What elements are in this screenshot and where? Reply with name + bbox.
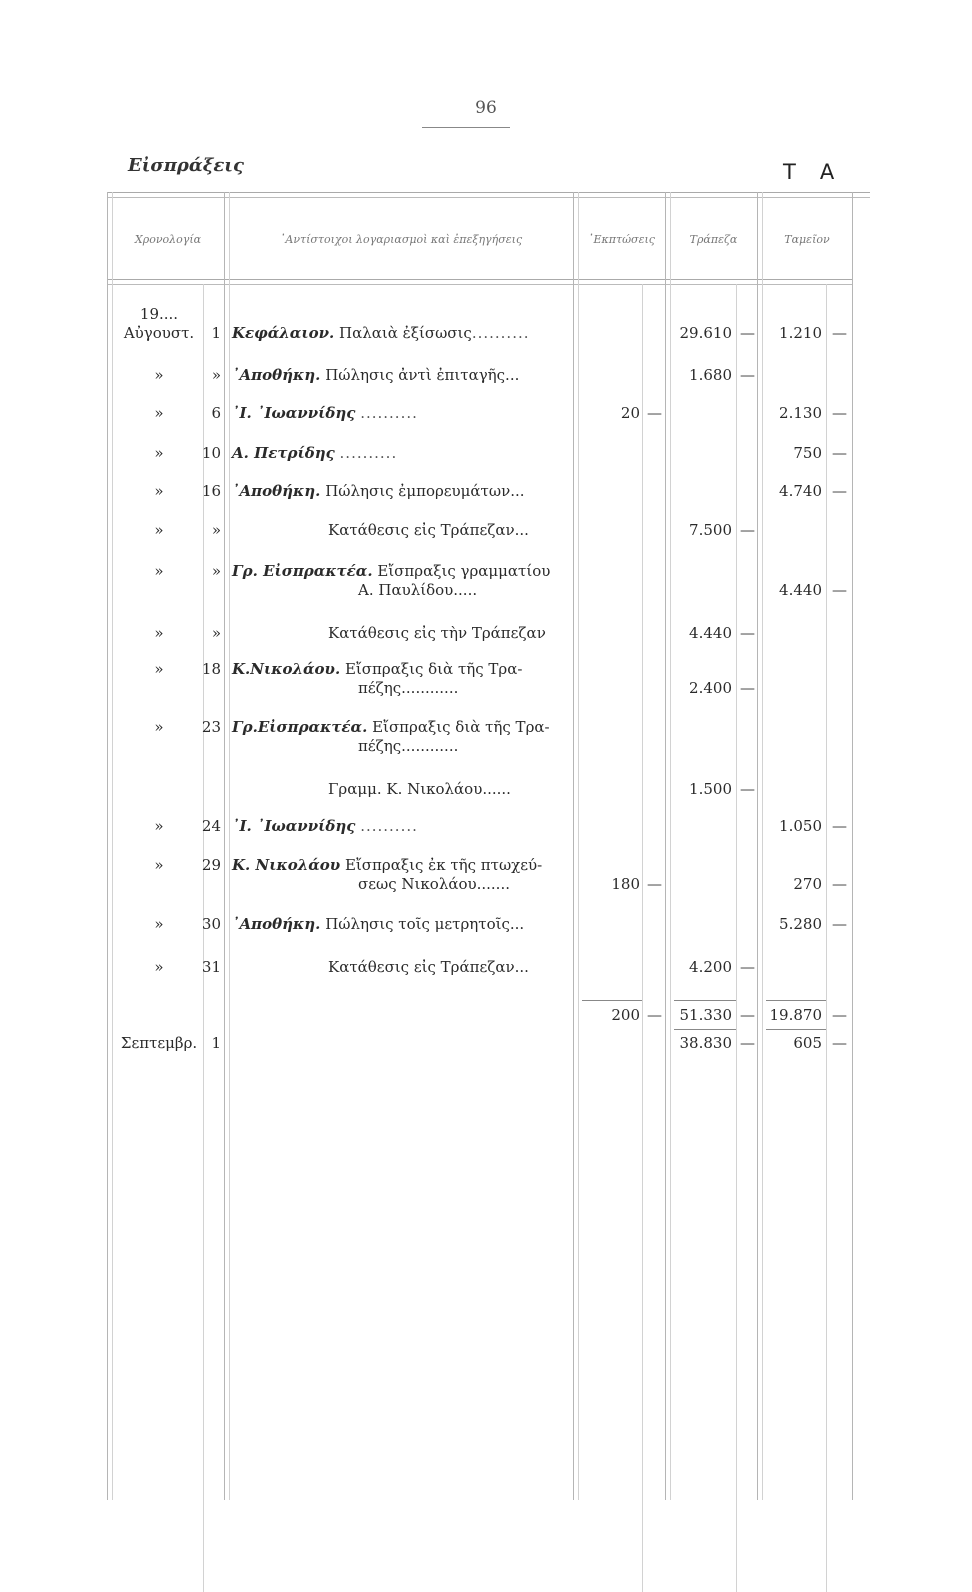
column-rule bbox=[670, 192, 671, 1500]
row-cash: 750 bbox=[793, 444, 822, 462]
totals-rule bbox=[766, 1000, 826, 1001]
row-dash: — bbox=[740, 366, 755, 384]
row-month: » bbox=[154, 444, 164, 462]
row-dash: — bbox=[740, 780, 755, 798]
row-bank: 4.440 bbox=[689, 624, 732, 642]
row-dash: — bbox=[740, 679, 755, 697]
row-cash: 1.050 bbox=[779, 817, 822, 835]
row-description bbox=[232, 404, 572, 423]
row-month: » bbox=[154, 856, 164, 874]
row-discount: 20 bbox=[620, 404, 640, 422]
column-rule bbox=[762, 192, 763, 1500]
row-description bbox=[232, 660, 572, 679]
column-rule bbox=[665, 192, 666, 1500]
row-account: ᾿Αποθήκη. bbox=[232, 482, 321, 500]
row-description bbox=[232, 780, 668, 799]
row-day: 16 bbox=[201, 482, 221, 500]
balance-rule bbox=[766, 1029, 826, 1030]
col-header-discounts: ᾿Εκπτώσεις bbox=[588, 233, 655, 246]
row-text: Πώλησις ἀντὶ ἐπιταγῆς... bbox=[325, 366, 520, 384]
row-month: Αὐγουστ. bbox=[123, 324, 195, 342]
row-month: » bbox=[154, 521, 164, 539]
row-description bbox=[232, 444, 572, 463]
row-description bbox=[232, 958, 668, 977]
totals-discount: 200 bbox=[611, 1006, 640, 1024]
row-day: 1 bbox=[211, 324, 221, 342]
row-month: » bbox=[154, 562, 164, 580]
totals-dash: — bbox=[647, 1006, 662, 1024]
row-bank: 1.680 bbox=[689, 366, 732, 384]
totals-rule bbox=[674, 1000, 736, 1001]
totals-dash: — bbox=[832, 1006, 847, 1024]
row-dash: — bbox=[832, 915, 847, 933]
row-description bbox=[232, 521, 668, 540]
row-description bbox=[232, 366, 572, 385]
row-bank: 7.500 bbox=[689, 521, 732, 539]
row-cash: 270 bbox=[793, 875, 822, 893]
row-account: ᾿Αποθήκη. bbox=[232, 915, 321, 933]
row-description bbox=[232, 562, 572, 581]
row-month: » bbox=[154, 660, 164, 678]
column-rule bbox=[736, 284, 737, 1592]
row-dash: — bbox=[832, 817, 847, 835]
totals-cash: 19.870 bbox=[769, 1006, 822, 1024]
column-rule bbox=[852, 192, 853, 1500]
column-rule bbox=[642, 284, 643, 1592]
row-text: Πώλησις τοῖς μετρητοῖς... bbox=[325, 915, 525, 933]
row-day: 30 bbox=[201, 915, 221, 933]
row-dash: — bbox=[832, 404, 847, 422]
year-label: 19.... bbox=[139, 305, 179, 323]
table-top-rule bbox=[107, 192, 870, 193]
row-day: 23 bbox=[201, 718, 221, 736]
row-text: Εἴσπραξις ἐκ τῆς πτωχεύ- bbox=[344, 856, 543, 874]
column-rule bbox=[826, 284, 827, 1592]
row-text: Κατάθεσις εἰς τὴν Τράπεζαν bbox=[328, 624, 546, 642]
row-cash: 4.440 bbox=[779, 581, 822, 599]
row-description bbox=[232, 624, 668, 643]
row-account: ᾿Ι. ᾿Ιωαννίδης bbox=[232, 404, 356, 422]
row-dash: — bbox=[740, 324, 755, 342]
row-account: Κεφάλαιον. bbox=[232, 324, 335, 342]
row-account: ᾿Ι. ᾿Ιωαννίδης bbox=[232, 817, 356, 835]
totals-rule bbox=[582, 1000, 642, 1001]
row-description bbox=[232, 718, 572, 737]
column-rule bbox=[203, 284, 204, 1592]
page-number: 96 bbox=[475, 98, 497, 118]
balance-day: 1 bbox=[211, 1034, 221, 1052]
row-description bbox=[232, 817, 572, 836]
row-description bbox=[232, 856, 572, 875]
row-day: » bbox=[211, 366, 221, 384]
row-description-continued: Α. Παυλίδου..... bbox=[358, 581, 478, 599]
row-description-continued: πέζης............ bbox=[358, 737, 459, 755]
row-leader-dots: .......... bbox=[339, 444, 398, 462]
column-rule bbox=[229, 192, 230, 1500]
column-rule bbox=[224, 192, 225, 1500]
row-account: Γρ.Εἰσπρακτέα. bbox=[232, 718, 368, 736]
row-account: ᾿Αποθήκη. bbox=[232, 366, 321, 384]
balance-dash: — bbox=[832, 1034, 847, 1052]
col-header-cash: Ταμεῖον bbox=[784, 233, 830, 246]
row-dash: — bbox=[832, 482, 847, 500]
row-dash: — bbox=[832, 875, 847, 893]
column-rule bbox=[757, 192, 758, 1500]
row-text: Εἴσπραξις γραμματίου bbox=[377, 562, 551, 580]
page-number-rule bbox=[422, 127, 510, 128]
column-rule bbox=[112, 192, 113, 1500]
row-discount: 180 bbox=[611, 875, 640, 893]
row-month: » bbox=[154, 958, 164, 976]
row-text: Κατάθεσις εἰς Τράπεζαν... bbox=[328, 521, 529, 539]
row-dash: — bbox=[740, 958, 755, 976]
row-day: 31 bbox=[201, 958, 221, 976]
row-text: Γραμμ. Κ. Νικολάου...... bbox=[328, 780, 511, 798]
row-dash: — bbox=[832, 581, 847, 599]
row-text: Εἴσπραξις διὰ τῆς Τρα- bbox=[372, 718, 550, 736]
column-rule bbox=[107, 192, 108, 1500]
row-text: Κατάθεσις εἰς Τράπεζαν... bbox=[328, 958, 529, 976]
balance-bank: 38.830 bbox=[679, 1034, 732, 1052]
col-header-entries: ᾿Αντίστοιχοι λογαριασμοὶ καὶ ἐπεξηγήσεις bbox=[279, 233, 523, 246]
row-description-continued: σεως Νικολάου....... bbox=[358, 875, 510, 893]
col-header-chronology: Χρονολογία bbox=[134, 233, 202, 246]
header-bottom-rule bbox=[107, 279, 852, 280]
header-bottom-rule-inner bbox=[107, 284, 852, 285]
row-day: » bbox=[211, 562, 221, 580]
row-account: Α. Πετρίδης bbox=[232, 444, 335, 462]
balance-cash: 605 bbox=[793, 1034, 822, 1052]
row-month: » bbox=[154, 915, 164, 933]
receipts-heading: Εἰσπράξεις bbox=[128, 155, 244, 176]
row-bank: 29.610 bbox=[679, 324, 732, 342]
balance-month: Σεπτεμβρ. bbox=[120, 1034, 198, 1052]
row-cash: 5.280 bbox=[779, 915, 822, 933]
row-description bbox=[232, 482, 572, 501]
column-rule bbox=[578, 192, 579, 1500]
row-text: Παλαιὰ ἐξίσωσις bbox=[339, 324, 472, 342]
row-month: » bbox=[154, 482, 164, 500]
row-cash: 1.210 bbox=[779, 324, 822, 342]
row-account: Κ. Νικολάου bbox=[232, 856, 341, 874]
row-dash: — bbox=[832, 444, 847, 462]
row-description-continued: πέζης............ bbox=[358, 679, 459, 697]
row-dash: — bbox=[740, 624, 755, 642]
row-day: 29 bbox=[201, 856, 221, 874]
row-bank: 2.400 bbox=[689, 679, 732, 697]
row-dash: — bbox=[832, 324, 847, 342]
row-day: 18 bbox=[201, 660, 221, 678]
row-description bbox=[232, 324, 572, 343]
balance-dash: — bbox=[740, 1034, 755, 1052]
row-month: » bbox=[154, 404, 164, 422]
row-month: » bbox=[154, 718, 164, 736]
row-month: » bbox=[154, 817, 164, 835]
row-bank: 1.500 bbox=[689, 780, 732, 798]
balance-rule bbox=[674, 1029, 736, 1030]
row-bank: 4.200 bbox=[689, 958, 732, 976]
row-account: Γρ. Εἰσπρακτέα. bbox=[232, 562, 373, 580]
table-top-rule-inner bbox=[107, 197, 870, 198]
row-leader-dots: .......... bbox=[471, 324, 530, 342]
totals-dash: — bbox=[740, 1006, 755, 1024]
row-day: 10 bbox=[201, 444, 221, 462]
totals-bank: 51.330 bbox=[679, 1006, 732, 1024]
row-month: » bbox=[154, 366, 164, 384]
row-day: 6 bbox=[211, 404, 221, 422]
row-dash: — bbox=[740, 521, 755, 539]
row-text: Πώλησις ἐμπορευμάτων... bbox=[325, 482, 525, 500]
row-leader-dots: .......... bbox=[360, 404, 418, 422]
row-day: 24 bbox=[201, 817, 221, 835]
row-account: Κ.Νικολάου. bbox=[232, 660, 341, 678]
row-dash: — bbox=[647, 875, 662, 893]
row-cash: 4.740 bbox=[779, 482, 822, 500]
row-text: Εἴσπραξις διὰ τῆς Τρα- bbox=[344, 660, 523, 678]
ledger-heading: ΤΑ bbox=[783, 160, 859, 184]
row-leader-dots: .......... bbox=[360, 817, 418, 835]
row-dash: — bbox=[647, 404, 662, 422]
row-day: » bbox=[211, 624, 221, 642]
row-description bbox=[232, 915, 572, 934]
row-cash: 2.130 bbox=[779, 404, 822, 422]
col-header-bank: Τράπεζα bbox=[689, 233, 738, 246]
row-month: » bbox=[154, 624, 164, 642]
row-day: » bbox=[211, 521, 221, 539]
column-rule bbox=[573, 192, 574, 1500]
